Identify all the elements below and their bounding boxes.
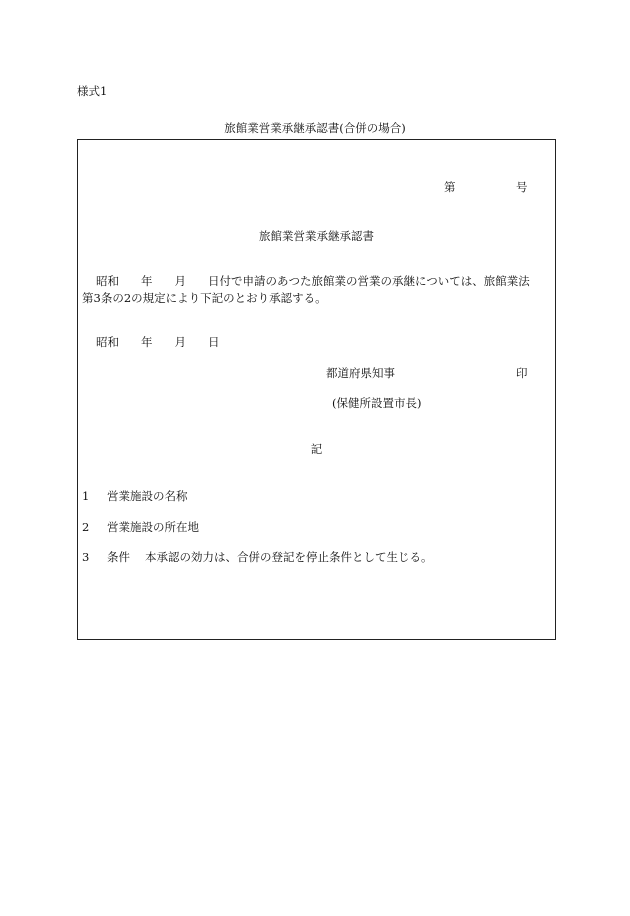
list-item	[82, 552, 433, 564]
governor-label: 都道府県知事	[326, 366, 395, 380]
body-text-1: 日付で申請のあつた旅館業の営業の承継については、旅館業法	[208, 274, 530, 288]
list-item	[82, 522, 199, 534]
number-prefix: 第	[444, 180, 456, 194]
item-number: 1	[82, 489, 90, 503]
date-year: 年	[141, 335, 153, 349]
form-label: 様式1	[77, 84, 108, 98]
body-year: 年	[141, 274, 153, 288]
item-number: 2	[82, 520, 90, 534]
seal-mark: 印	[516, 366, 528, 380]
date-era: 昭和	[96, 335, 119, 349]
item-label: 営業施設の所在地	[107, 520, 199, 534]
document-heading: 旅館業営業承継承認書(合併の場合)	[224, 121, 406, 135]
date-day: 日	[208, 335, 220, 349]
certificate-title: 旅館業営業承継承認書	[259, 229, 374, 243]
body-line-1	[96, 276, 530, 288]
item-text: 本承認の効力は、合併の登記を停止条件として生じる。	[145, 550, 433, 564]
body-line-2: 第3条の2の規定により下記のとおり承認する。	[82, 291, 327, 305]
mayor-label: (保健所設置市長)	[332, 396, 422, 410]
number-suffix: 号	[516, 180, 528, 194]
item-number: 3	[82, 550, 90, 564]
body-era: 昭和	[96, 274, 119, 288]
item-label: 条件	[107, 550, 130, 564]
date-month: 月	[174, 335, 186, 349]
ki-heading: 記	[310, 442, 323, 456]
certificate-frame	[77, 139, 556, 640]
issue-date	[96, 337, 220, 349]
list-item	[82, 491, 188, 503]
item-label: 営業施設の名称	[107, 489, 188, 503]
body-month: 月	[174, 274, 186, 288]
